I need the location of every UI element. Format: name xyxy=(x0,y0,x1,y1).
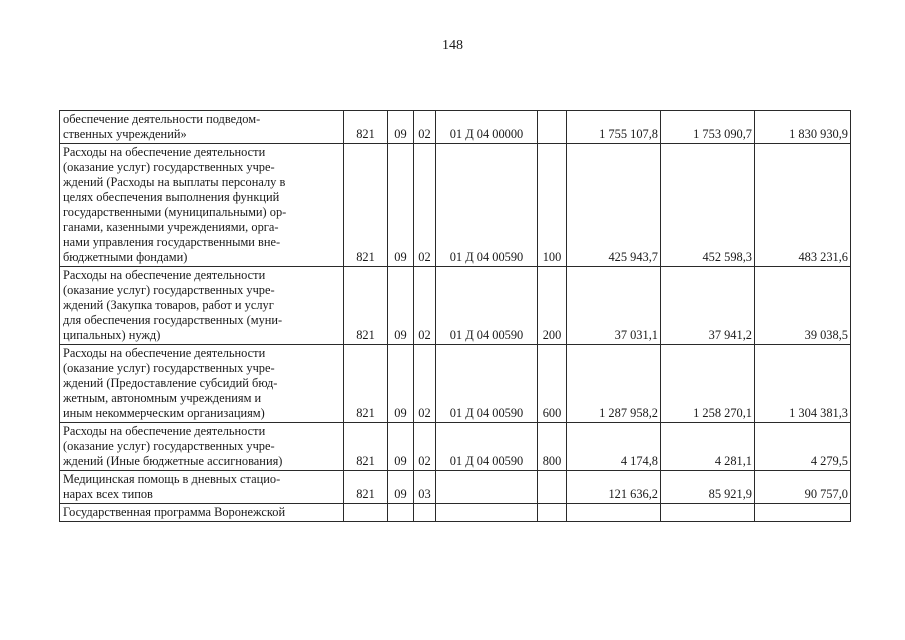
table-row xyxy=(60,345,851,423)
amount-year3-cell: 39 038,5 xyxy=(755,267,851,345)
amount-year1-cell: 4 174,8 xyxy=(567,423,661,471)
amount-year1-cell: 1 755 107,8 xyxy=(567,111,661,144)
target-article-cell: 01 Д 04 00590 xyxy=(436,345,538,423)
ministry-code-cell: 821 xyxy=(344,267,388,345)
target-article-cell xyxy=(436,504,538,522)
expense-type-cell: 100 xyxy=(538,144,567,267)
amount-year3-cell: 1 830 930,9 xyxy=(755,111,851,144)
expense-type-cell xyxy=(538,471,567,504)
item-name-cell xyxy=(60,471,344,504)
item-name-line: (оказание услуг) государственных учре- xyxy=(63,283,275,297)
table-row xyxy=(60,111,851,144)
item-name-line: (оказание услуг) государственных учре- xyxy=(63,361,275,375)
item-name-line: Расходы на обеспечение деятельности xyxy=(63,268,266,282)
subsection-code-cell: 02 xyxy=(414,111,436,144)
table-row xyxy=(60,504,851,522)
section-code-cell xyxy=(388,504,414,522)
amount-year2-cell xyxy=(661,504,755,522)
amount-year1-cell: 37 031,1 xyxy=(567,267,661,345)
item-name-line: ждений (Иные бюджетные ассигнования) xyxy=(63,454,283,468)
item-name-line: Расходы на обеспечение деятельности xyxy=(63,346,266,360)
amount-year1-cell xyxy=(567,504,661,522)
amount-year3-cell: 1 304 381,3 xyxy=(755,345,851,423)
table-row xyxy=(60,471,851,504)
subsection-code-cell: 02 xyxy=(414,267,436,345)
amount-year2-cell: 85 921,9 xyxy=(661,471,755,504)
table-body xyxy=(60,111,851,522)
item-name-line: обеспечение деятельности подведом- xyxy=(63,112,261,126)
section-code-cell: 09 xyxy=(388,144,414,267)
subsection-code-cell xyxy=(414,504,436,522)
amount-year2-cell: 452 598,3 xyxy=(661,144,755,267)
section-code-cell: 09 xyxy=(388,471,414,504)
ministry-code-cell xyxy=(344,504,388,522)
section-code-cell: 09 xyxy=(388,345,414,423)
ministry-code-cell: 821 xyxy=(344,144,388,267)
table-row xyxy=(60,144,851,267)
ministry-code-cell: 821 xyxy=(344,471,388,504)
ministry-code-cell: 821 xyxy=(344,345,388,423)
expense-type-cell xyxy=(538,504,567,522)
item-name-cell xyxy=(60,345,344,423)
item-name-line: нами управления государственными вне- xyxy=(63,235,281,249)
subsection-code-cell: 03 xyxy=(414,471,436,504)
table-row xyxy=(60,267,851,345)
amount-year3-cell: 90 757,0 xyxy=(755,471,851,504)
item-name-line: целях обеспечения выполнения функций xyxy=(63,190,280,204)
table-row xyxy=(60,423,851,471)
item-name-line: ждений (Предоставление субсидий бюд- xyxy=(63,376,278,390)
item-name-line: (оказание услуг) государственных учре- xyxy=(63,160,275,174)
target-article-cell: 01 Д 04 00000 xyxy=(436,111,538,144)
target-article-cell: 01 Д 04 00590 xyxy=(436,423,538,471)
subsection-code-cell: 02 xyxy=(414,423,436,471)
item-name-line: иным некоммерческим организациям) xyxy=(63,406,265,420)
item-name-line: Государственная программа Воронежской xyxy=(63,505,286,519)
target-article-cell: 01 Д 04 00590 xyxy=(436,267,538,345)
item-name-cell xyxy=(60,504,344,522)
item-name-line: государственными (муниципальными) ор- xyxy=(63,205,287,219)
ministry-code-cell: 821 xyxy=(344,111,388,144)
amount-year1-cell: 425 943,7 xyxy=(567,144,661,267)
amount-year1-cell: 1 287 958,2 xyxy=(567,345,661,423)
item-name-cell xyxy=(60,267,344,345)
amount-year2-cell: 4 281,1 xyxy=(661,423,755,471)
expense-type-cell: 800 xyxy=(538,423,567,471)
item-name-line: ципальных) нужд) xyxy=(63,328,161,342)
amount-year2-cell: 1 753 090,7 xyxy=(661,111,755,144)
item-name-line: Расходы на обеспечение деятельности xyxy=(63,424,266,438)
amount-year3-cell: 4 279,5 xyxy=(755,423,851,471)
amount-year2-cell: 1 258 270,1 xyxy=(661,345,755,423)
subsection-code-cell: 02 xyxy=(414,345,436,423)
amount-year3-cell: 483 231,6 xyxy=(755,144,851,267)
target-article-cell xyxy=(436,471,538,504)
item-name-line: ждений (Закупка товаров, работ и услуг xyxy=(63,298,274,312)
item-name-line: нарах всех типов xyxy=(63,487,153,501)
subsection-code-cell: 02 xyxy=(414,144,436,267)
amount-year1-cell: 121 636,2 xyxy=(567,471,661,504)
item-name-line: ственных учреждений» xyxy=(63,127,187,141)
expense-type-cell xyxy=(538,111,567,144)
item-name-line: жетным, автономным учреждениям и xyxy=(63,391,262,405)
item-name-line: ганами, казенными учреждениями, орга- xyxy=(63,220,279,234)
section-code-cell: 09 xyxy=(388,267,414,345)
ministry-code-cell: 821 xyxy=(344,423,388,471)
item-name-cell xyxy=(60,423,344,471)
item-name-line: ждений (Расходы на выплаты персоналу в xyxy=(63,175,286,189)
amount-year2-cell: 37 941,2 xyxy=(661,267,755,345)
expense-type-cell: 600 xyxy=(538,345,567,423)
budget-table xyxy=(59,110,851,522)
item-name-line: Расходы на обеспечение деятельности xyxy=(63,145,266,159)
expense-type-cell: 200 xyxy=(538,267,567,345)
amount-year3-cell xyxy=(755,504,851,522)
item-name-cell xyxy=(60,144,344,267)
target-article-cell: 01 Д 04 00590 xyxy=(436,144,538,267)
item-name-line: (оказание услуг) государственных учре- xyxy=(63,439,275,453)
page-number: 148 xyxy=(442,38,463,53)
item-name-line: для обеспечения государственных (муни- xyxy=(63,313,283,327)
item-name-cell xyxy=(60,111,344,144)
item-name-line: бюджетными фондами) xyxy=(63,250,188,264)
item-name-line: Медицинская помощь в дневных стацио- xyxy=(63,472,281,486)
section-code-cell: 09 xyxy=(388,423,414,471)
section-code-cell: 09 xyxy=(388,111,414,144)
